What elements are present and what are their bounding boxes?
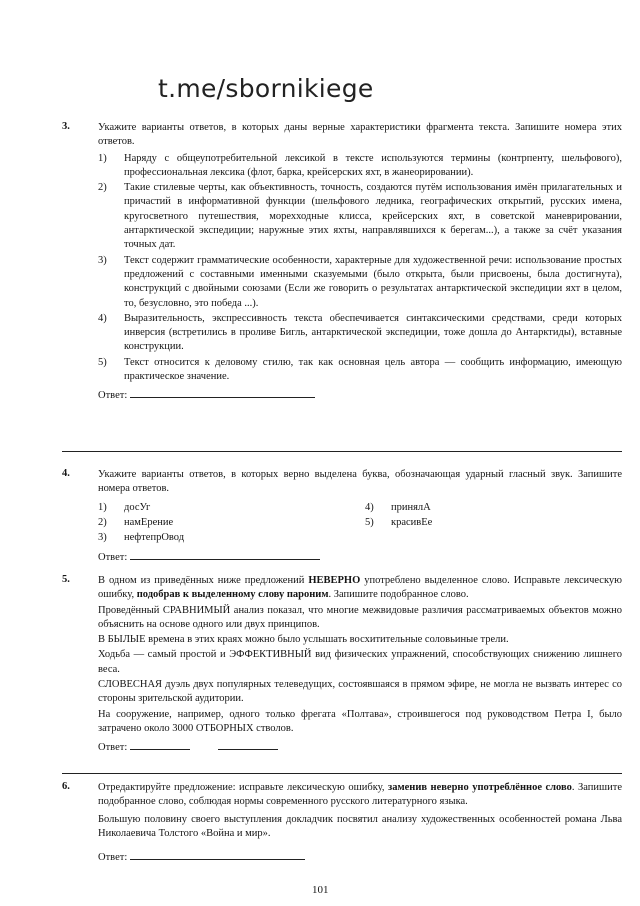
sentence: В БЫЛЫЕ времена в этих краях можно было услышать восхитительные соловьиные трели. [98, 634, 509, 646]
option-number: 4) [365, 501, 374, 513]
option-text: намЕрение [124, 516, 174, 528]
answer-field[interactable] [130, 849, 305, 860]
option-number: 3) [98, 254, 107, 266]
option-number: 3) [98, 532, 107, 544]
task-instruction: Отредактируйте предложение: исправьте лексическую ошибку, заменив неверно употреблённое слово. Запишите подобранное слово, соблюдая нормы современного русского литературного языка. [98, 782, 622, 808]
section-divider [62, 451, 622, 452]
task-number: 3. [62, 121, 70, 132]
answer-label: Ответ: [98, 742, 128, 754]
answer-label: Ответ: [98, 390, 128, 402]
task-instruction: Укажите варианты ответов, в которых верно выделена буква, обозначающая ударный гласный звук. Запишите номера ответов. [98, 469, 622, 495]
option-item [98, 356, 622, 385]
sentence: Проведённый СРАВНИМЫЙ анализ показал, что многие межвидовые различия рассматриваемых объектов можно объяснить на основе одного или двух принципов. [98, 604, 622, 630]
watermark-text: t.me/sbornikiege [158, 74, 374, 103]
option-grid [98, 501, 622, 547]
option-text: Такие стилевые черты, как объективность, точность, создаются путём использования имён прилагательных и причастий в информативной функции (шельфового ледника, географических открытий, русских имена, кругосветного путешествия, морехходные клисса, крейсерских яхт, в советской маневрировании, антарктической экспедиции; наружные этих яхты, направлявшихся к берегам...), а также за счёт указания точных дат. [124, 182, 622, 251]
option-number: 1) [98, 152, 107, 164]
task-4 [62, 468, 622, 566]
answer-field[interactable] [218, 739, 278, 750]
answer-row [98, 849, 622, 865]
section-divider [62, 773, 622, 774]
option-item [98, 501, 355, 515]
answer-field[interactable] [130, 387, 315, 398]
option-number: 2) [98, 182, 107, 194]
option-number: 5) [365, 516, 374, 528]
sentence: СЛОВЕСНАЯ дуэль двух популярных телеведущих, состоявшаяся в прямом эфире, не могла не вызвать интерес со стороны зрительской аудитории. [98, 679, 622, 705]
sentence: Ходьба — самый простой и ЭФФЕКТИВНЫЙ вид физических упражнений, способствующих снижению лишнего веса. [98, 649, 622, 675]
option-text: нефтепрОвод [124, 532, 185, 544]
answer-label: Ответ: [98, 852, 128, 864]
task-instruction: Укажите варианты ответов, в которых даны верные характеристики фрагмента текста. Запишите номера этих ответов. [98, 122, 622, 148]
option-text: Текст содержит грамматические особенности, характерные для художественной речи: использование простых предложений с составными именными сказуемыми (было открыта, были присвоены, была достигнута), конструкций с двойными союзами (Если же говорить о результатах антарктической экспедиции яхт в целом, то, безусловно, это победа ...). [124, 254, 622, 309]
task-number: 6. [62, 781, 70, 792]
option-item [98, 312, 622, 355]
answer-field[interactable] [130, 739, 190, 750]
option-number: 4) [98, 312, 107, 324]
task-number: 4. [62, 468, 70, 479]
answer-row [98, 387, 622, 403]
option-number: 1) [98, 501, 107, 513]
answer-label: Ответ: [98, 552, 128, 564]
option-text: красивЕе [391, 516, 433, 528]
option-text: Выразительность, экспрессивность текста обеспечивается синтаксическими средствами, среди которых инверсия (встретились в проливе Бигль, антарктической экспедиции, тоже дошла до Антарктиды), вставные конструкции. [124, 312, 622, 353]
option-text: досУг [124, 501, 151, 513]
answer-field[interactable] [130, 549, 320, 560]
page-number: 101 [312, 884, 329, 896]
option-list [98, 152, 622, 385]
option-number: 5) [98, 356, 107, 368]
answer-row [98, 549, 622, 565]
option-text: принялА [391, 501, 431, 513]
option-item [98, 181, 622, 252]
task-number: 5. [62, 574, 70, 585]
option-item [98, 152, 622, 181]
option-item [98, 516, 355, 530]
option-item [98, 531, 355, 545]
task-instruction: В одном из приведённых ниже предложений НЕВЕРНО употреблено выделенное слово. Исправьте лексическую ошибку, подобрав к выделенному слову пароним. Запишите подобранное слово. [98, 575, 623, 601]
task-3 [62, 121, 622, 404]
option-text: Наряду с общеупотребительной лексикой в тексте используются термины (контрпенту, шельфового), профессиональная лексика (флот, барка, крейсерских яхт, в жанеорировании). [124, 152, 622, 178]
task-6 [62, 781, 622, 865]
answer-row [98, 739, 622, 755]
option-text: Текст относится к деловому стилю, так как основная цель автора — сообщить информацию, имеющую практическое значение. [124, 356, 622, 383]
sentence: Большую половину своего выступления докладчик посвятил анализу художественных особенностей романа Льва Николаевича Толстого «Война и мир». [98, 813, 622, 839]
sentence: На сооружение, например, одного только фрегата «Полтава», строившегося под руководством Петра I, было затрачено около 3000 ОТБОРНЫХ стволов. [98, 708, 622, 734]
option-item [365, 516, 622, 530]
option-number: 2) [98, 516, 107, 528]
option-item [365, 501, 622, 515]
option-item [98, 254, 622, 311]
task-5 [62, 574, 622, 756]
